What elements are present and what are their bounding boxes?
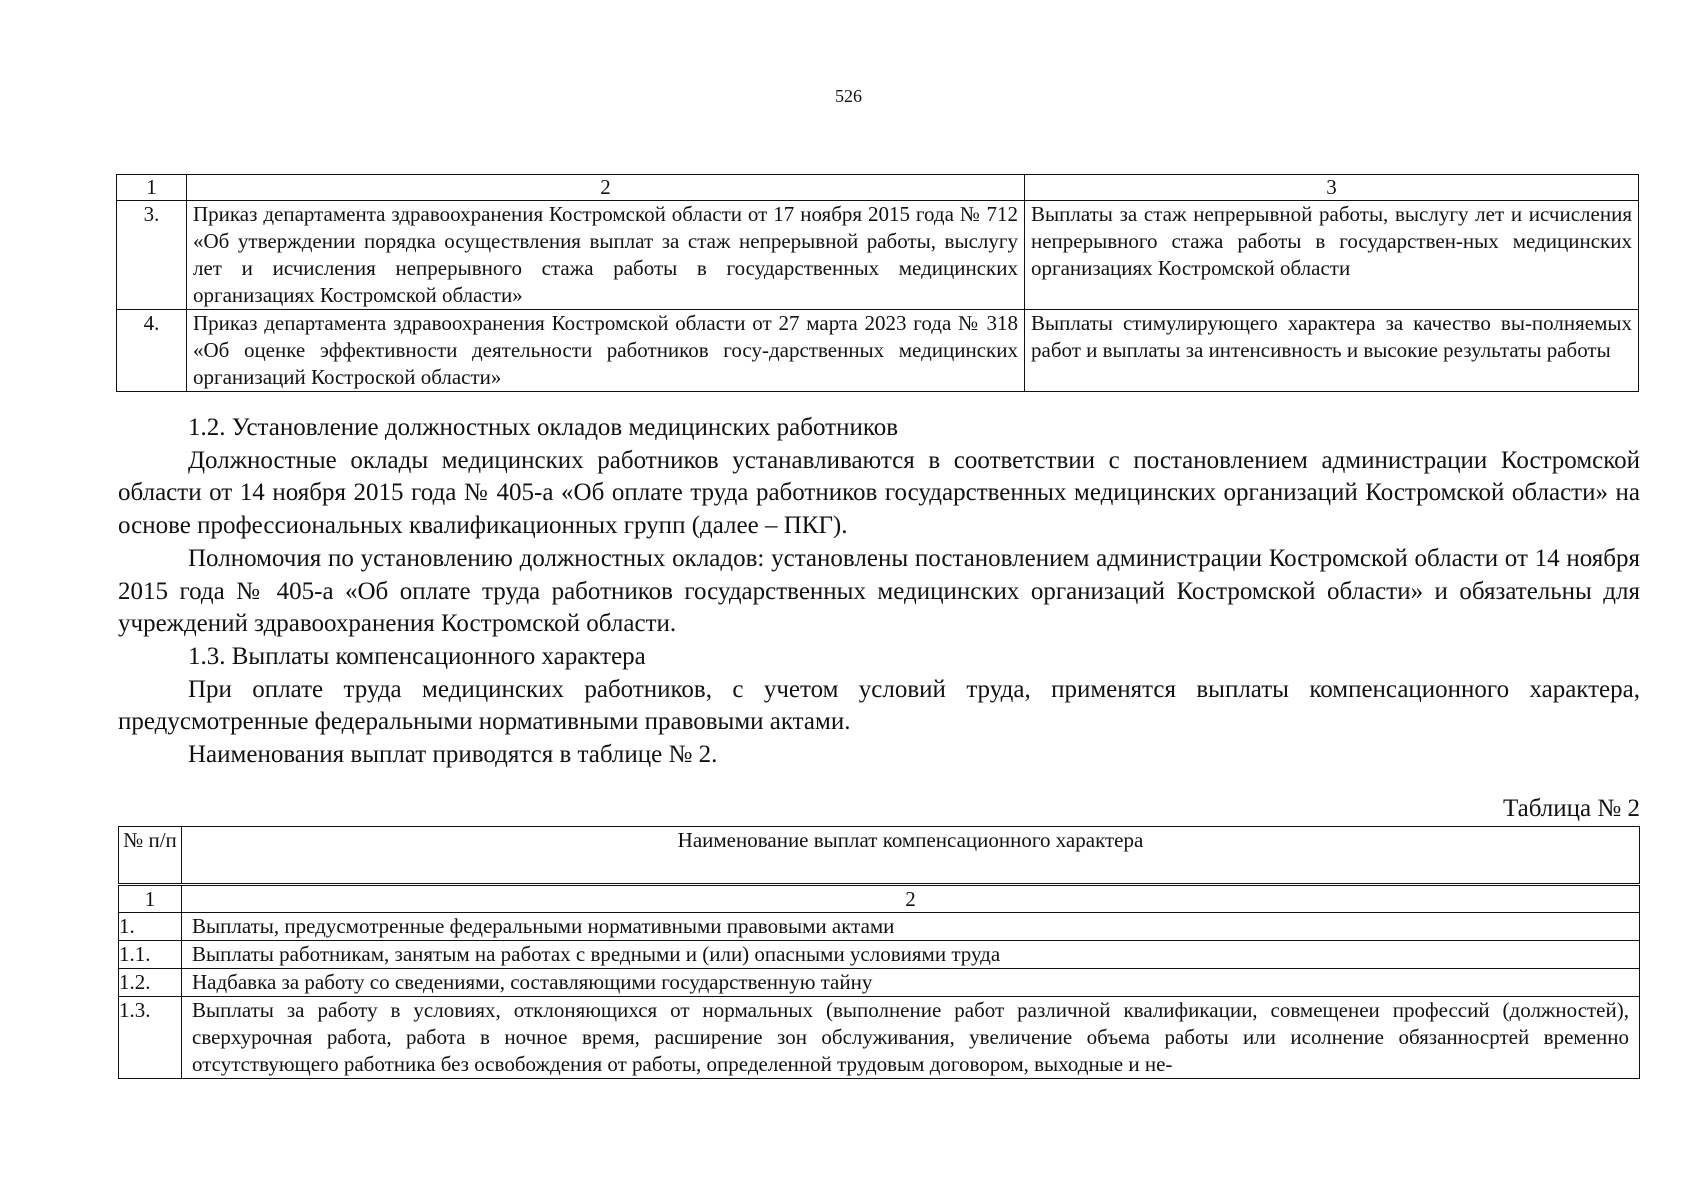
row-number: 1.2. bbox=[119, 969, 182, 997]
paragraph: При оплате труда медицинских работников, с учетом условий труда, применятся выплаты компенсационного характера, предусмотренные федеральными нормативными правовыми актами. bbox=[118, 675, 1640, 736]
col-number-3: 3 bbox=[1025, 175, 1639, 201]
header-number: № п/п bbox=[119, 827, 182, 885]
compensation-payments-table bbox=[118, 826, 1640, 1079]
col-number-1: 1 bbox=[117, 175, 187, 201]
page-number: 526 bbox=[835, 86, 862, 106]
col-number-1: 1 bbox=[119, 885, 182, 913]
row-number: 4. bbox=[117, 310, 187, 392]
table-row bbox=[117, 201, 1639, 310]
payment-name: Выплаты работникам, занятым на работах с вредными и (или) опасными условиями труда bbox=[182, 941, 1640, 969]
col-number-2: 2 bbox=[187, 175, 1025, 201]
header-name: Наименование выплат компенсационного характера bbox=[182, 827, 1640, 885]
legal-acts-table bbox=[116, 174, 1639, 392]
payments-cell: Выплаты за стаж непрерывной работы, выслугу лет и исчисления непрерывного стажа работы в государствен-ных медицинских организациях Костромской области bbox=[1025, 201, 1639, 310]
col-number-2: 2 bbox=[182, 885, 1640, 913]
table-caption: Таблица № 2 bbox=[1502, 795, 1640, 822]
payment-name: Надбавка за работу со сведениями, составляющими государственную тайну bbox=[182, 969, 1640, 997]
table-row bbox=[119, 997, 1640, 1079]
section-heading: 1.3. Выплаты компенсационного характера bbox=[188, 642, 646, 670]
row-number: 1. bbox=[119, 913, 182, 941]
payment-name: Выплаты, предусмотренные федеральными нормативными правовыми актами bbox=[182, 913, 1640, 941]
table-row bbox=[119, 913, 1640, 941]
table-row bbox=[119, 969, 1640, 997]
section-heading: 1.2. Установление должностных окладов медицинских работников bbox=[188, 414, 899, 441]
row-number: 1.1. bbox=[119, 941, 182, 969]
table-header-row bbox=[119, 827, 1640, 885]
paragraph: Наименования выплат приводятся в таблице № 2. bbox=[188, 741, 718, 769]
legal-act-cell: Приказ департамента здравоохранения Костромской области от 17 ноября 2015 года № 712 «Об утверждении порядка осуществления выплат за стаж непрерывной работы, выслугу лет и исчисления непрерывного стажа работы в государственных медицинских организациях Костромской области» bbox=[187, 201, 1025, 310]
row-number: 3. bbox=[117, 201, 187, 310]
paragraph: Полномочия по установлению должностных окладов: установлены постановлением администрации Костромской области от 14 ноября 2015 года № 405-а «Об оплате труда работников государственных медицинских организаций Костромской области» и обязательны для учреждений здравоохранения Костромской области. bbox=[118, 544, 1640, 638]
table-row bbox=[119, 941, 1640, 969]
table-header-row bbox=[117, 175, 1639, 201]
row-number: 1.3. bbox=[119, 997, 182, 1079]
paragraph: Должностные оклады медицинских работников устанавливаются в соответствии с постановлением администрации Костромской области от 14 ноября 2015 года № 405-а «Об оплате труда работников государственных медицинских организаций Костромской области» на основе профессиональных квалификационных групп (далее – ПКГ). bbox=[118, 446, 1640, 540]
table-row bbox=[117, 310, 1639, 392]
payment-name: Выплаты за работу в условиях, отклоняющихся от нормальных (выполнение работ различной квалификации, совмещенеи профессий (должностей), сверхурочная работа, работа в ночное время, расширение зон обслуживания, увеличение объема работы или исолнение обязанносртей временно отсутствующего работника без освобождения от работы, определенной трудовым договором, выходные и не- bbox=[182, 997, 1640, 1079]
column-numbers-row bbox=[119, 885, 1640, 913]
payments-cell: Выплаты стимулирующего характера за качество вы-полняемых работ и выплаты за интенсивность и высокие результаты работы bbox=[1025, 310, 1639, 392]
legal-act-cell: Приказ департамента здравоохранения Костромской области от 27 марта 2023 года № 318 «Об оценке эффективности деятельности работников госу-дарственных медицинских организаций Костроской области» bbox=[187, 310, 1025, 392]
body-text bbox=[118, 412, 1640, 772]
